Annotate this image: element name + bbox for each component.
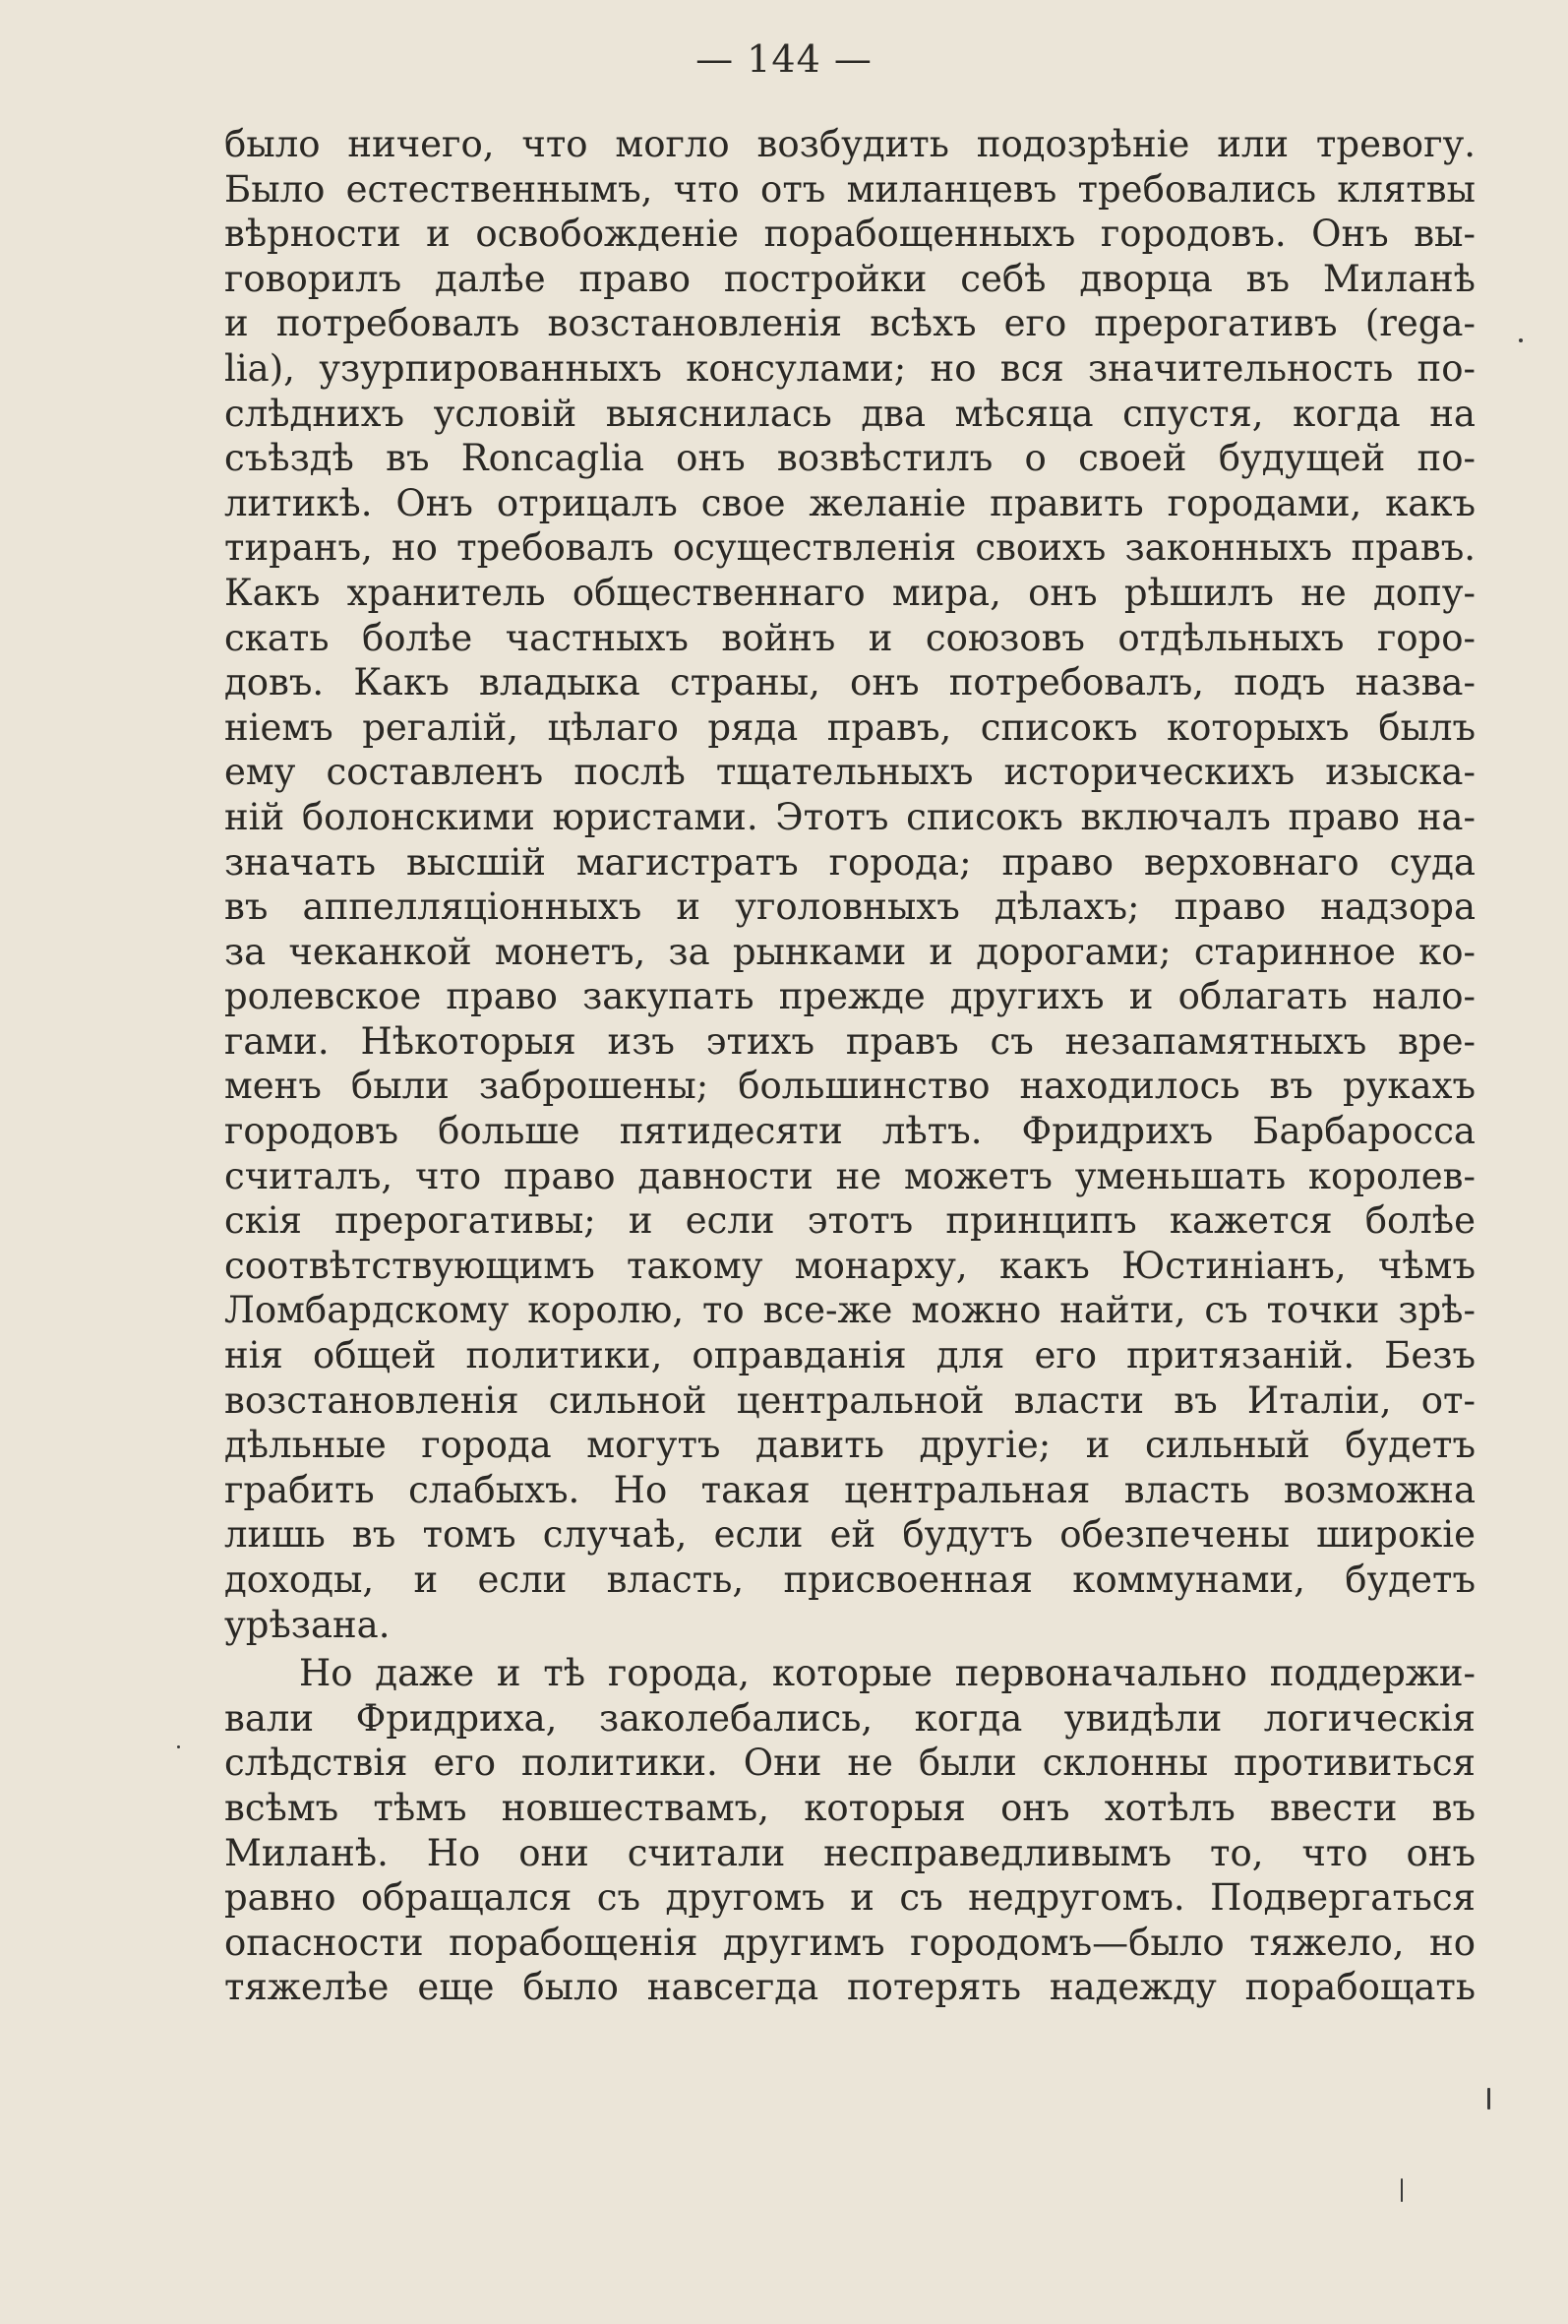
text-line: ролевское право закупать прежде другихъ и облагать нало-: [224, 975, 1476, 1018]
text-line: лишь въ томъ случаѣ, если ей будутъ обезпечены широкіе: [224, 1513, 1476, 1557]
text-line: Но даже и тѣ города, которые первоначально поддержи-: [299, 1652, 1476, 1695]
text-line: гами. Нѣкоторыя изъ этихъ правъ съ незапамятныхъ вре-: [224, 1019, 1476, 1063]
text-line: lia), узурпированныхъ консулами; но вся значительность по-: [224, 346, 1476, 390]
text-line: и потребовалъ возстановленія всѣхъ его прерогативъ (rega-: [224, 302, 1476, 345]
text-line: въ аппелляціонныхъ и уголовныхъ дѣлахъ; право надзора: [224, 886, 1476, 929]
text-line: доходы, и если власть, присвоенная коммунами, будетъ: [224, 1559, 1476, 1601]
text-line: возстановленія сильной центральной власти въ Италіи, от-: [224, 1378, 1476, 1422]
text-line: Было естественнымъ, что отъ миланцевъ требовались клятвы: [224, 167, 1476, 211]
text-line: нія общей политики, оправданія для его притязаній. Безъ: [224, 1334, 1476, 1377]
text-line: за чеканкой монетъ, за рынками и дорогами; старинное ко-: [224, 930, 1476, 973]
text-line: равно обращался съ другомъ и съ недругомъ. Подвергаться: [224, 1876, 1476, 1920]
paragraph-2: [224, 1651, 1476, 2010]
text-line: соотвѣтствующимъ такому монарху, какъ Юстиніанъ, чѣмъ: [224, 1244, 1476, 1287]
text-line: дѣльные города могутъ давить другіе; и сильный будетъ: [224, 1424, 1476, 1467]
text-line: вали Фридриха, заколебались, когда увидѣли логическія: [224, 1696, 1476, 1740]
text-line: ній болонскими юристами. Этотъ списокъ включалъ право на-: [224, 795, 1476, 838]
text-line: всѣмъ тѣмъ новшествамъ, которыя онъ хотѣлъ ввести въ: [224, 1786, 1476, 1829]
body-text: [224, 122, 1476, 2010]
scan-speck: [1487, 2088, 1490, 2110]
text-line: вѣрности и освобожденіе порабощенныхъ городовъ. Онъ вы-: [224, 213, 1476, 256]
text-line: тяжелѣе еще было навсегда потерять надежду порабощать: [224, 1966, 1476, 2009]
text-line: менъ были заброшены; большинство находилось въ рукахъ: [224, 1065, 1476, 1108]
text-line: считалъ, что право давности не можетъ уменьшать королев-: [224, 1154, 1476, 1197]
text-line: Какъ хранитель общественнаго мира, онъ рѣшилъ не допу-: [224, 571, 1476, 614]
text-line: городовъ больше пятидесяти лѣтъ. Фридрихъ Барбаросса: [224, 1110, 1476, 1153]
text-line: грабить слабыхъ. Но такая центральная власть возможна: [224, 1468, 1476, 1511]
text-line: скать болѣе частныхъ войнъ и союзовъ отдѣльныхъ горо-: [224, 616, 1476, 659]
scan-speck: [1519, 338, 1523, 342]
text-line: значать высшій магистратъ города; право верховнаго суда: [224, 840, 1476, 884]
text-line: довъ. Какъ владыка страны, онъ потребовалъ, подъ назва-: [224, 661, 1476, 704]
scan-speck: [177, 1745, 180, 1748]
text-line: съѣздѣ въ Roncaglia онъ возвѣстилъ о своей будущей по-: [224, 437, 1476, 480]
text-line: урѣзана.: [224, 1603, 391, 1646]
page-number: — 144 —: [695, 37, 873, 81]
text-line: было ничего, что могло возбудить подозрѣніе или тревогу.: [224, 123, 1476, 165]
text-line: слѣдствія его политики. Они не были склонны противиться: [224, 1742, 1476, 1785]
text-line: скія прерогативы; и если этотъ принципъ кажется болѣе: [224, 1199, 1476, 1243]
text-line: Ломбардскому королю, то все-же можно найти, съ точки зрѣ-: [224, 1289, 1476, 1332]
scan-speck: [1401, 2178, 1403, 2202]
text-line: Миланѣ. Но они считали несправедливымъ то, что онъ: [224, 1831, 1476, 1874]
text-line: слѣднихъ условій выяснилась два мѣсяца спустя, когда на: [224, 392, 1476, 435]
text-line: ніемъ регалій, цѣлаго ряда правъ, списокъ которыхъ былъ: [224, 705, 1476, 749]
text-line: тиранъ, но требовалъ осуществленія своихъ законныхъ правъ.: [224, 526, 1476, 570]
text-line: опасности порабощенія другимъ городомъ—было тяжело, но: [224, 1921, 1476, 1964]
paragraph-1: [224, 122, 1476, 1647]
text-line: ему составленъ послѣ тщательныхъ историческихъ изыска-: [224, 751, 1476, 794]
text-line: говорилъ далѣе право постройки себѣ дворца въ Миланѣ: [224, 257, 1476, 300]
text-line: литикѣ. Онъ отрицалъ свое желаніе править городами, какъ: [224, 481, 1476, 524]
